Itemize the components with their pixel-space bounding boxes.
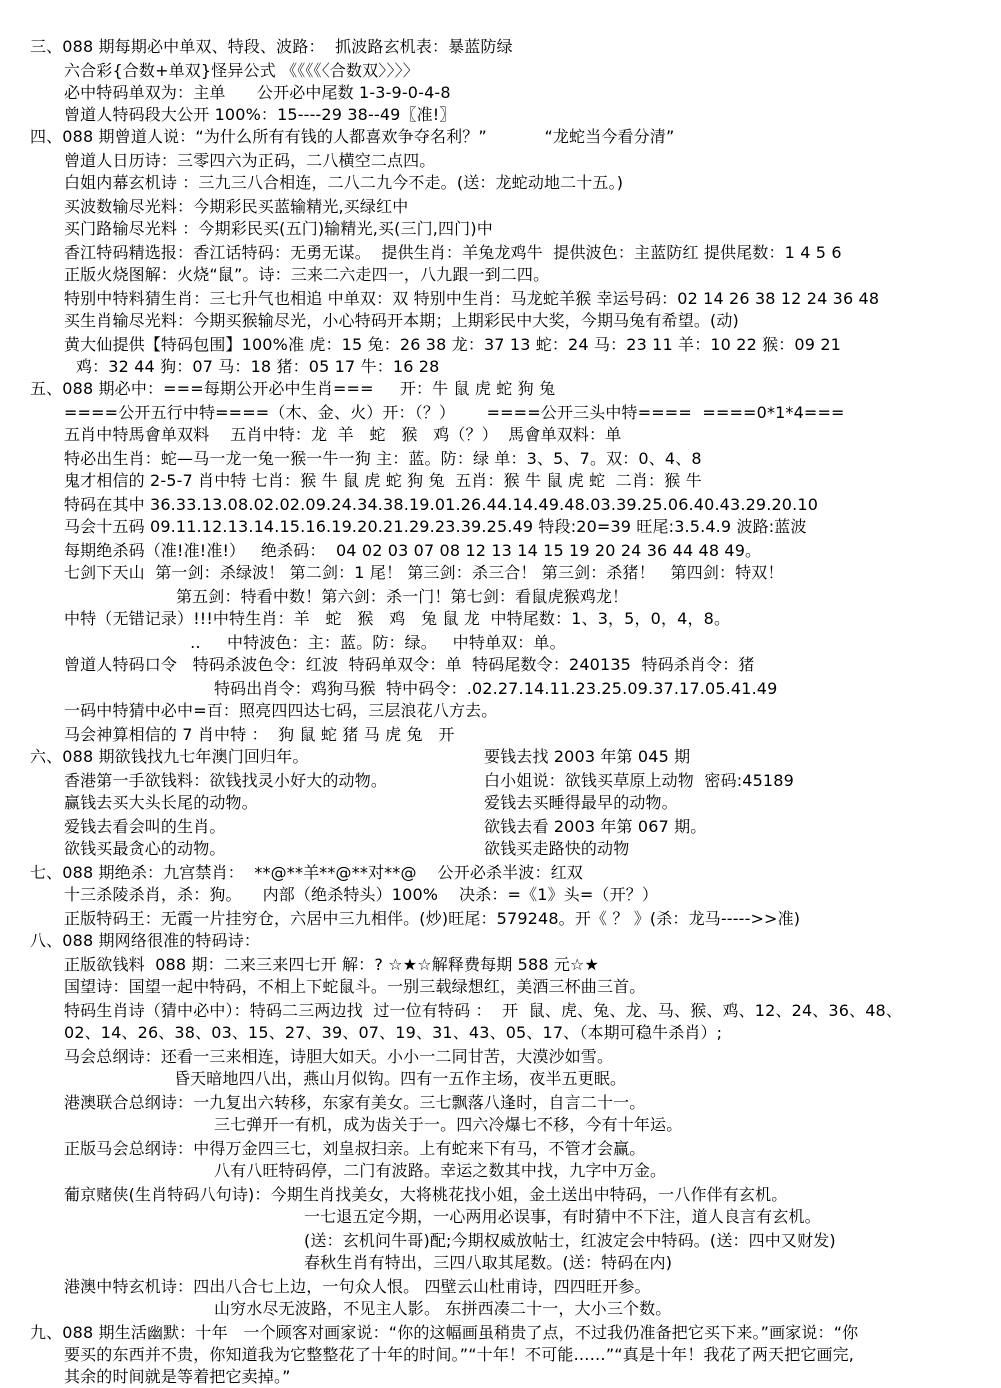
text-line: 正版马会总纲诗：中得万金四三七，刘皇叔扫亲。上有蛇来下有马，不管才会赢。 [64, 1139, 646, 1158]
text-line: 春秋生肖有特出，三四八取其尾数。(送：特码在内) [304, 1253, 673, 1272]
text-line: 八有八旺特码停，二门有波路。幸运之数其中找，九字中万金。 [214, 1161, 667, 1180]
text-line: 港澳中特玄机诗：四出八合七上边，一句众人恨。 四壁云山杜甫诗，四四旺开参。 [64, 1277, 651, 1296]
text-line: 白小姐说：欲钱买草原上动物 密码:45189 [484, 771, 794, 790]
text-line: 第五剑：特看中数！第六剑：杀一门！第七剑：看鼠虎猴鸡龙！ [176, 587, 629, 606]
text-line: 马会总纲诗：还看一三来相连，诗胆大如天。小小一二同甘苦，大漠沙如雪。 [64, 1047, 614, 1066]
text-line: 中特（无错记录）!!!中特生肖：羊 蛇 猴 鸡 兔 鼠 龙 中特尾数：1、3，5，0，4，8。 [64, 609, 731, 628]
text-line: (送：玄机问牛哥)配;今期权威放帖士，红波定会中特码。(送：四中又财发) [304, 1231, 836, 1250]
text-line: 国望诗：国望一起中特码，不相上下蛇鼠斗。一别三载绿想红，美酒三杯曲三首。 [64, 977, 646, 996]
text-line: 特码生肖诗（猜中必中）：特码二三两边找 过一位有特码 ： 开 鼠、虎、兔、龙、马、猴、鸡、12、24、36、48、 [64, 1001, 903, 1020]
text-line: 要买的东西并不贵，你知道我为它整整花了十年的时间。”“十年！不可能……”“真是十年！我花了两天把它画完, [64, 1345, 855, 1364]
text-line: 曾道人特码段大公开 100%：15----29 38--49〖准!〗 [64, 105, 456, 124]
text-line: 欲钱买走路快的动物 [484, 839, 630, 858]
text-line: 欲钱去看 2003 年第 067 期。 [484, 817, 707, 836]
text-line: 其余的时间就是等着把它卖掉。” [64, 1367, 291, 1386]
text-line: 四、088 期曾道人说：“为什么所有有钱的人都喜欢争夺名利？” “龙蛇当今看分清” [30, 127, 675, 146]
text-line: 九、088 期生活幽默：十年 一个顾客对画家说：“你的这幅画虽稍贵了点，不过我仍准备把它买下来。”画家说：“你 [30, 1323, 859, 1342]
text-line: 爱钱去看会叫的生肖。 [64, 817, 226, 836]
text-line: 马会神算相信的 7 肖中特 ： 狗 鼠 蛇 猪 马 虎 兔 开 [64, 725, 455, 744]
text-line: 马会十五码 09.11.12.13.14.15.16.19.20.21.29.23.39.25.49 特段:20=39 旺尾:3.5.4.9 波路:蓝波 [64, 517, 807, 536]
text-line: 曾道人日历诗：三零四六为正码，二八横空二点四。 [64, 151, 436, 170]
text-line: 七剑下天山 第一剑：杀绿波！ 第二剑：1 尾！ 第三剑：杀三合！ 第三剑：杀猪！ 第四剑：特双！ [64, 563, 784, 582]
text-line: 一码中特猜中必中=百：照亮四四达七码，三层浪花八方去。 [64, 701, 498, 720]
text-line: ====公开五行中特====（木、金、火）开：（？） ====公开三头中特==== ====0*1*4=== [64, 403, 845, 422]
text-line: 七、088 期绝杀：九宫禁肖： **@**羊**@**对**@ 公开必杀半波：红双 [30, 863, 583, 882]
text-line: 五、088 期必中：===每期公开必中生肖=== 开：牛 鼠 虎 蛇 狗 兔 [30, 379, 556, 398]
text-line: 鸡：32 44 狗：07 马：18 猪：05 17 牛：16 28 [76, 357, 440, 376]
text-line: 特码出肖令：鸡狗马猴 特中码令：.02.27.14.11.23.25.09.37.17.05.41.49 [214, 679, 778, 698]
text-line: 三七弹开一有机，成为齿关于一。四六冷爆七不移，今有十年运。 [214, 1115, 683, 1134]
text-line: 买波数输尽光料：今期彩民买蓝输精光,买绿红中 [64, 197, 409, 216]
text-line: ‥ 中特波色：主：蓝。防：绿。 中特单双：单。 [190, 633, 566, 652]
text-line: 八、088 期网络很准的特码诗： [30, 931, 261, 950]
text-line: 一七退五定今期，一心两用必误事，有时猜中不下注，道人良言有玄机。 [304, 1207, 821, 1226]
text-line: 香江特码精选报：香江话特码：无勇无谋。 提供生肖：羊兔龙鸡牛 提供波色：主蓝防红 提供尾数：1 4 5 6 [64, 243, 842, 262]
text-line: 必中特码单双为：主单 公开必中尾数 1-3-9-0-4-8 [64, 83, 451, 102]
text-line: 葡京赌侠(生肖特码八句诗)：今期生肖找美女，大将桃花找小姐，金土送出中特码，一八作伴有玄机。 [64, 1185, 788, 1204]
text-line: 赢钱去买大头长尾的动物。 [64, 793, 258, 812]
text-line: 正版特码王：无霞一片挂穷仓，六居中三九相伴。(炒)旺尾：579248。开《 ？ 》(杀：龙马----->>准) [64, 909, 801, 928]
text-line: 正版火烧图解：火烧“鼠”。诗：三来二六走四一，八九跟一到二四。 [64, 265, 550, 284]
text-line: 要钱去找 2003 年第 045 期 [484, 747, 691, 766]
text-line: 买生肖输尽光料：今期买猴输尽光，小心特码开本期；上期彩民中大奖，今期马兔有希望。(动) [64, 311, 739, 330]
text-line: 特码在其中 36.33.13.08.02.02.09.24.34.38.19.01.26.44.14.49.48.03.39.25.06.40.43.29.20.10 [64, 495, 819, 514]
text-line: 买门路输尽光料 ：今期彩民买(五门)输精光,买(三门,四门)中 [64, 219, 493, 238]
text-line: 特别中特料猜生肖：三七升气也相追 中单双：双 特别中生肖：马龙蛇羊猴 幸运号码：02 14 26 38 12 24 36 48 [64, 289, 880, 308]
text-line: 五肖中特馬會单双料 五肖中特：龙 羊 蛇 猴 鸡（？） 馬會单双料：单 [64, 425, 622, 444]
text-line: 十三杀陵杀肖，杀：狗。 内部（绝杀特头）100% 决杀：=《1》头=（开？） [64, 885, 659, 904]
text-line: 特必出生肖：蛇—马一龙一兔一猴一牛一狗 主：蓝。防：绿 单：3、5、7。双：0、4、8 [64, 449, 702, 468]
text-line: 02、14、26、38、03、15、27、39、07、19、31、43、05、17、（本期可稳牛杀肖）; [64, 1023, 723, 1042]
text-line: 曾道人特码口令 特码杀波色令：红波 特码单双令：单 特码尾数令：240135 特码杀肖令：猪 [64, 655, 755, 674]
text-line: 山穷水尽无波路，不见主人影。 东拼西凑二十一，大小三个数。 [214, 1299, 672, 1318]
text-line: 三、088 期每期必中单双、特段、波路： 抓波路玄机表：暴蓝防绿 [30, 37, 513, 56]
text-line: 白姐内幕玄机诗 ：三九三八合相连，二八二九今不走。(送：龙蛇动地二十五。) [64, 173, 624, 192]
text-line: 香港第一手欲钱料：欲钱找灵小好大的动物。 [64, 771, 388, 790]
text-line: 爱钱去买睡得最早的动物。 [484, 793, 678, 812]
text-line: 六、088 期欲钱找九七年澳门回归年。 [30, 747, 309, 766]
text-line: 鬼才相信的 2-5-7 肖中特 七肖：猴 牛 鼠 虎 蛇 狗 兔 五肖：猴 牛 鼠 虎 蛇 二肖：猴 牛 [64, 471, 702, 490]
text-line: 黄大仙提供【特码包围】100%准 虎：15 兔：26 38 龙：37 13 蛇：24 马：23 11 羊：10 22 猴：09 21 [64, 335, 841, 354]
text-line: 每期绝杀码（准!准!准!） 绝杀码： 04 02 03 07 08 12 13 14 15 19 20 24 36 44 48 49。 [64, 541, 762, 560]
text-line: 港澳联合总纲诗：一九复出六转移，东家有美女。三七飘落八逢时，自言二十一。 [64, 1093, 646, 1112]
text-line: 欲钱买最贪心的动物。 [64, 839, 226, 858]
text-line: 昏天暗地四八出，燕山月似钩。四有一五作主场，夜半五更眠。 [174, 1069, 627, 1088]
text-line: 正版欲钱料 088 期：二来三来四七开 解：? ☆★☆解释费每期 588 元☆★ [64, 955, 600, 974]
text-line: 六合彩{合数+单双}怪异公式 《《《《〈合数双〉〉〉〉 [64, 61, 419, 80]
